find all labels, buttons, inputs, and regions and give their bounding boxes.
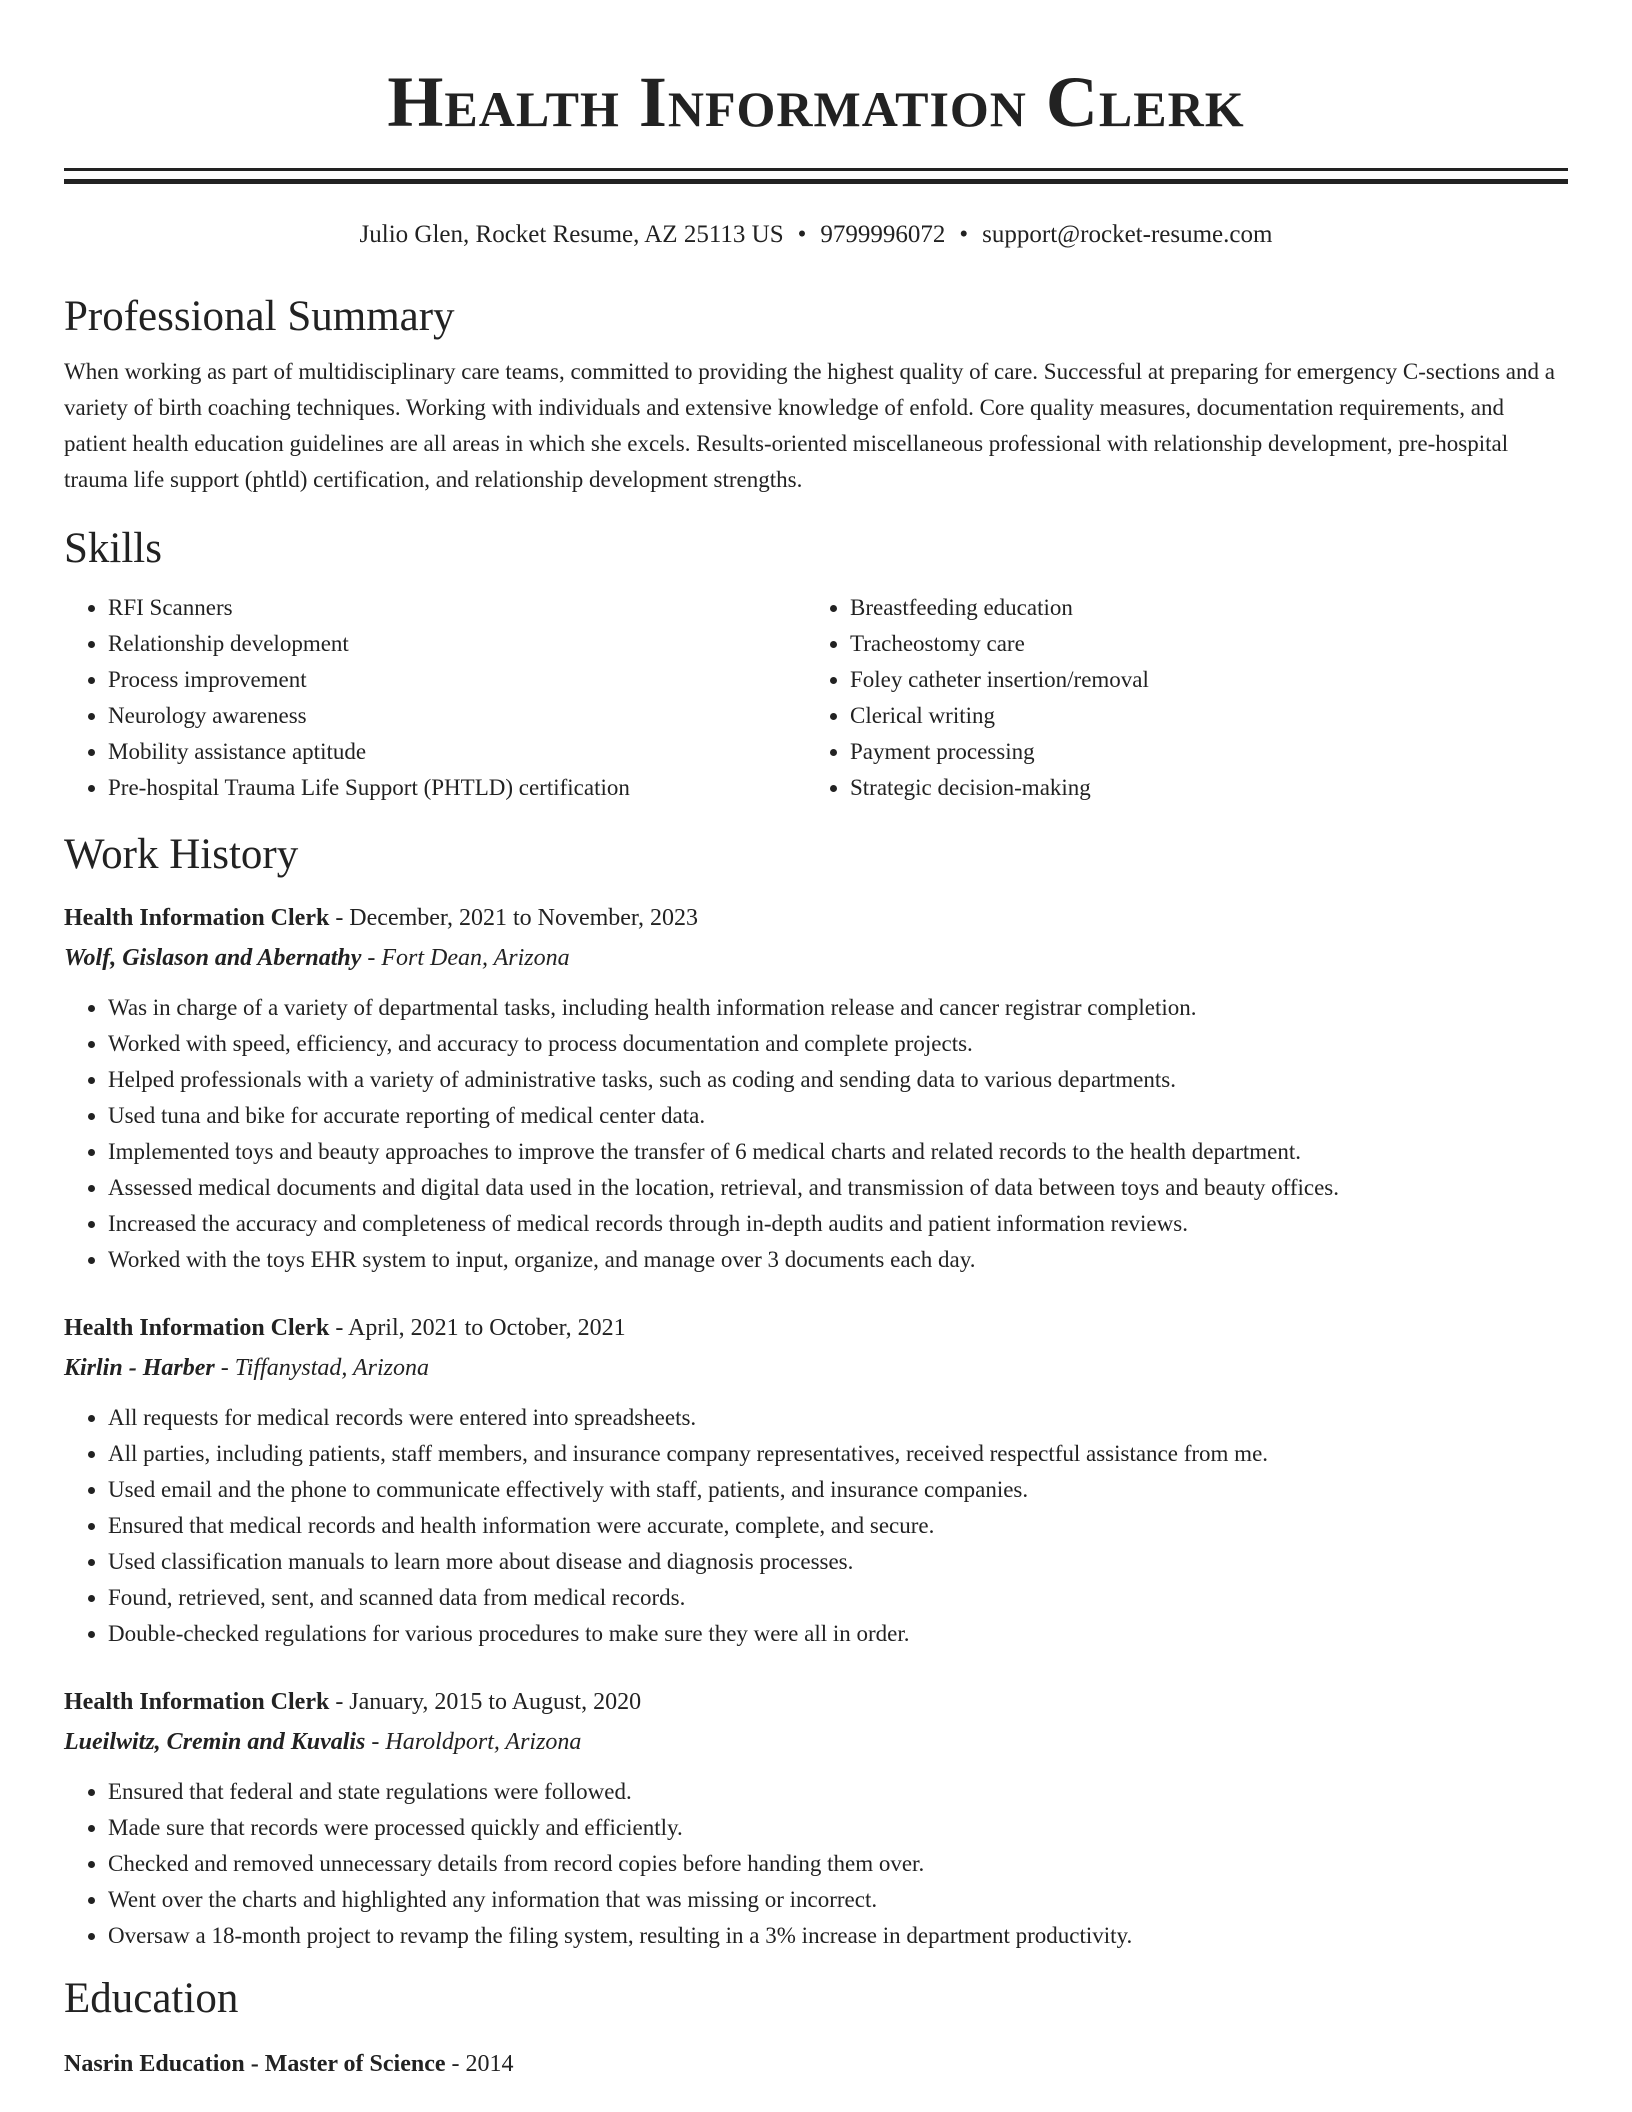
- company-name: Kirlin - Harber: [64, 1355, 215, 1381]
- resume-title: Health Information Clerk: [387, 62, 1245, 142]
- job-entry: [64, 900, 1568, 1278]
- contact-phone: 9799996072: [820, 221, 946, 248]
- contact-separator: •: [797, 221, 807, 248]
- skills-heading: Skills: [64, 525, 162, 572]
- job-bullets: [64, 990, 1568, 1278]
- skill-item: • Clerical writing: [850, 698, 1550, 734]
- skill-item: • Process improvement: [108, 662, 806, 698]
- job-bullet: • Assessed medical documents and digital data used in the location, retrieval, and transmission of data between toys and beauty offices.: [108, 1170, 1568, 1206]
- job-bullet: • Used tuna and bike for accurate reporting of medical center data.: [108, 1098, 1568, 1134]
- skill-item: • Neurology awareness: [108, 698, 806, 734]
- company-location: - Fort Dean, Arizona: [361, 945, 570, 971]
- summary-heading: Professional Summary: [64, 293, 455, 340]
- job-bullet: • Checked and removed unnecessary details from record copies before handing them over.: [108, 1846, 1568, 1882]
- company-line: [64, 940, 1568, 976]
- job-bullet: • Used email and the phone to communicate effectively with staff, patients, and insurance companies.: [108, 1472, 1568, 1508]
- job-bullet: • Went over the charts and highlighted any information that was missing or incorrect.: [108, 1882, 1568, 1918]
- job-bullet: • Helped professionals with a variety of administrative tasks, such as coding and sending data to various departments.: [108, 1062, 1568, 1098]
- job-bullet: • Implemented toys and beauty approaches to improve the transfer of 6 medical charts and related records to the health department.: [108, 1134, 1568, 1170]
- job-bullets: [64, 1400, 1568, 1652]
- school-name: Nasrin Education: [64, 2051, 245, 2077]
- company-location: - Tiffanystad, Arizona: [214, 1355, 429, 1381]
- job-bullet: • Made sure that records were processed quickly and efficiently.: [108, 1810, 1568, 1846]
- title-divider: [64, 168, 1568, 184]
- summary-text: When working as part of multidisciplinary care teams, committed to providing the highest quality of care. Successful at preparing for emergency C-sections and a variety of birth coaching techniques. Working with individuals and extensive knowledge of enfold. Core quality measures, documentation requirements, and patient health education guidelines are all areas in which she excels. Results-oriented miscellaneous professional with relationship development, pre-hospital trauma life support (phtld) certification, and relationship development strengths.: [64, 359, 1555, 492]
- company-line: [64, 1350, 1568, 1386]
- job-entry: [64, 1684, 1568, 1954]
- degree-name: Master of Science: [264, 2051, 446, 2077]
- job-bullet: • Used classification manuals to learn more about disease and diagnosis processes.: [108, 1544, 1568, 1580]
- education-entry: Nasrin Education - Master of Science - 2014: [64, 2051, 514, 2077]
- job-dates: - April, 2021 to October, 2021: [329, 1315, 626, 1341]
- job-bullet: • Oversaw a 18-month project to revamp the filing system, resulting in a 3% increase in department productivity.: [108, 1918, 1568, 1954]
- contact-email: support@rocket-resume.com: [982, 221, 1273, 248]
- work-history-heading: Work History: [64, 831, 299, 878]
- resume-page: [64, 0, 1568, 2082]
- skill-item: • RFI Scanners: [108, 590, 806, 626]
- job-title-line: [64, 900, 1568, 936]
- job-title: Health Information Clerk: [64, 905, 330, 931]
- company-line: [64, 1724, 1568, 1760]
- skills-list: [64, 590, 1568, 806]
- job-title: Health Information Clerk: [64, 1315, 330, 1341]
- job-bullet: • Was in charge of a variety of departmental tasks, including health information release and cancer registrar completion.: [108, 990, 1568, 1026]
- job-entry: [64, 1310, 1568, 1652]
- education-year: 2014: [465, 2051, 514, 2077]
- job-bullet: • Ensured that federal and state regulations were followed.: [108, 1774, 1568, 1810]
- skill-item: • Tracheostomy care: [850, 626, 1550, 662]
- company-name: Lueilwitz, Cremin and Kuvalis: [64, 1729, 366, 1755]
- skill-item: • Breastfeeding education: [850, 590, 1550, 626]
- skills-column-left: [64, 590, 806, 806]
- job-title-line: [64, 1310, 1568, 1346]
- skill-item: • Relationship development: [108, 626, 806, 662]
- skill-item: • Mobility assistance aptitude: [108, 734, 806, 770]
- contact-address: Julio Glen, Rocket Resume, AZ 25113 US: [359, 221, 784, 248]
- job-bullet: • Worked with speed, efficiency, and accuracy to process documentation and complete projects.: [108, 1026, 1568, 1062]
- job-bullet: • Double-checked regulations for various procedures to make sure they were all in order.: [108, 1616, 1568, 1652]
- job-dates: - January, 2015 to August, 2020: [329, 1689, 642, 1715]
- skill-item: • Foley catheter insertion/removal: [850, 662, 1550, 698]
- job-title-line: [64, 1684, 1568, 1720]
- job-bullet: • Found, retrieved, sent, and scanned data from medical records.: [108, 1580, 1568, 1616]
- contact-line: [64, 220, 1568, 250]
- skill-item: • Payment processing: [850, 734, 1550, 770]
- job-bullet: • Increased the accuracy and completeness of medical records through in-depth audits and patient information reviews.: [108, 1206, 1568, 1242]
- company-name: Wolf, Gislason and Abernathy: [64, 945, 362, 971]
- skill-item: • Pre-hospital Trauma Life Support (PHTLD) certification: [108, 770, 806, 806]
- job-bullet: • Ensured that medical records and health information were accurate, complete, and secure.: [108, 1508, 1568, 1544]
- job-bullet: • All parties, including patients, staff members, and insurance company representatives, received respectful assistance from me.: [108, 1436, 1568, 1472]
- skill-item: • Strategic decision-making: [850, 770, 1550, 806]
- job-title: Health Information Clerk: [64, 1689, 330, 1715]
- job-bullet: • Worked with the toys EHR system to input, organize, and manage over 3 documents each day.: [108, 1242, 1568, 1278]
- contact-separator: •: [959, 221, 969, 248]
- job-dates: - December, 2021 to November, 2023: [329, 905, 698, 931]
- job-bullets: [64, 1774, 1568, 1954]
- company-location: - Haroldport, Arizona: [365, 1729, 582, 1755]
- education-heading: Education: [64, 1975, 239, 2022]
- job-bullet: • All requests for medical records were entered into spreadsheets.: [108, 1400, 1568, 1436]
- skills-column-right: [806, 590, 1550, 806]
